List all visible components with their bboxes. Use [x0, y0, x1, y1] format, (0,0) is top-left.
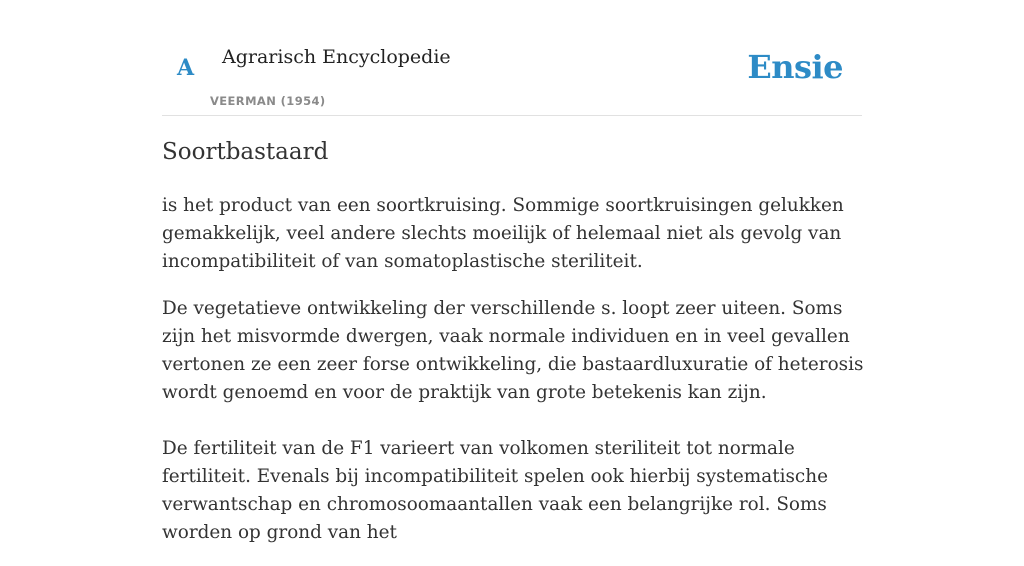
category-letter-link[interactable]: A [177, 55, 195, 81]
article-title: Soortbastaard [162, 139, 329, 165]
encyclopedia-title-link[interactable]: Agrarisch Encyclopedie [222, 46, 451, 68]
ensie-logo-link[interactable]: Ensie [747, 48, 843, 86]
article-paragraph: is het product van een soortkruising. Sommige soortkruisingen gelukken gemakkelijk, veel andere slechts moeilijk of helemaal niet als gevolg van incompatibiliteit of van somatoplastische steriliteit. [162, 195, 844, 272]
encyclopedia-header [162, 36, 862, 116]
article-body [162, 192, 867, 566]
edition-label: VEERMAN (1954) [210, 94, 326, 108]
article-paragraph: De fertiliteit van de F1 varieert van volkomen steriliteit tot normale fertiliteit. Evenals bij incompatibiliteit spelen ook hierbij systematische verwantschap en chromosoomaantallen vaak een belangrijke rol. Soms worden op grond van het [162, 438, 828, 543]
article-paragraph: De vegetatieve ontwikkeling der verschillende s. loopt zeer uiteen. Soms zijn het misvormde dwergen, vaak normale individuen en in veel gevallen vertonen ze een zeer forse ontwikkeling, die bastaardluxuratie of heterosis wordt genoemd en voor de praktijk van grote betekenis kan zijn. [162, 298, 864, 403]
